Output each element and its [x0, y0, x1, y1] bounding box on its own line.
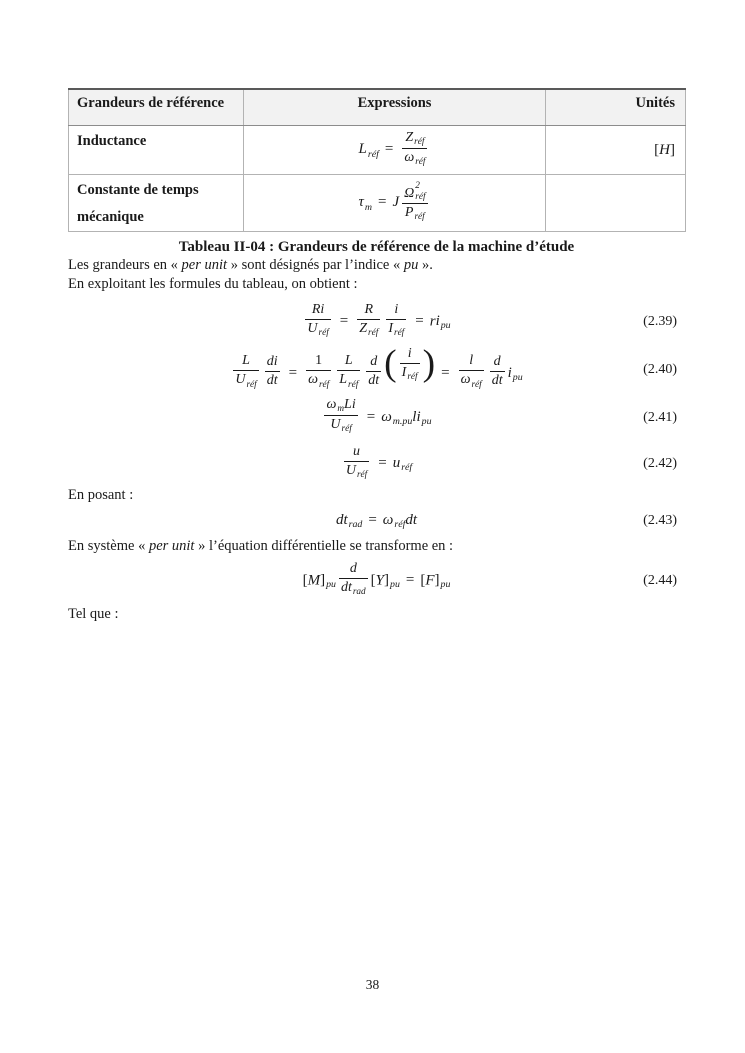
- equation-row-2-39: [68, 298, 685, 345]
- formula-inductance: $L_{réf}$ = $\frac{Z_{réf}}{\omega_{réf}}$: [358, 129, 426, 166]
- equation-number-2-44: (2.44): [643, 572, 677, 588]
- page-number: 38: [365, 977, 380, 992]
- row-formula: [244, 175, 546, 232]
- paragraph-tel-que: Tel que :: [68, 606, 119, 622]
- row-unit: [546, 175, 686, 232]
- equation-formula-2-41: $\frac{\omega_mLi}{U_{réf}}$ = $\omega_{m.pu}li_{pu}$: [326, 397, 432, 434]
- row-name: Constante de temps mécanique: [69, 175, 244, 232]
- column-header-unites: Unités: [546, 89, 686, 126]
- equation-row-2-42: [68, 441, 685, 486]
- equation-row-2-44: [68, 556, 685, 605]
- paragraph-en-posant: En posant :: [68, 487, 134, 503]
- equation-number-2-43: (2.43): [643, 513, 677, 528]
- equation-formula-2-43: $dt_{rad} = \omega_{réf}dt$: [335, 511, 418, 531]
- row-formula: [244, 126, 546, 175]
- equation-row-2-43: [68, 505, 685, 537]
- paragraph-en-systeme: En système « per unit » l’équation différentielle se transforme en :: [68, 538, 454, 554]
- formula-constante-temps: $\tau_m = J$ Ω 2 réf $P_{réf}$: [358, 180, 426, 221]
- table-header-row: [69, 89, 686, 126]
- table-caption: Tableau II-04 : Grandeurs de référence de la machine d’étude: [178, 239, 575, 255]
- column-header-grandeurs: Grandeurs de référence: [69, 89, 244, 126]
- table-row-constante-temps: [69, 175, 686, 232]
- row-unit: [546, 126, 686, 175]
- paragraph-per-unit: Les grandeurs en « per unit » sont désignés par l’indice « pu ».: [68, 257, 433, 273]
- reference-table: [68, 88, 686, 232]
- equation-number-2-40: (2.40): [643, 361, 677, 377]
- equation-row-2-40: [68, 342, 685, 394]
- equation-formula-2-39: $\frac{Ri}{U_{réf}}$ = $\frac{R}{Z_{réf}}$ $\frac{i}{I_{réf}}$ = $ri_{pu}$: [307, 301, 451, 337]
- column-header-expressions: Expressions: [244, 89, 546, 126]
- paragraph-exploitant: En exploitant les formules du tableau, on obtient :: [68, 276, 358, 292]
- equation-number-2-39: (2.39): [643, 313, 677, 329]
- equation-formula-2-42: $\frac{u}{U_{réf}}$ = $u_{réf}$: [345, 443, 413, 479]
- unit-henry: [H]: [654, 141, 675, 158]
- row-name: Inductance: [69, 126, 244, 175]
- equation-number-2-42: (2.42): [643, 455, 677, 471]
- equation-formula-2-40: $\frac{L}{U_{réf}}$ $\frac{di}{dt}$ = $\frac{1}{\omega_{réf}}$ $\frac{L}{L_{réf}}$ $\frac{d}{dt}$ ( $\frac{i}{I_{réf}}$ ) = $\frac{l}{\omega_{réf}}$ $\frac{d}{dt}$ $i_{pu}$: [235, 342, 523, 389]
- table-row-inductance: [69, 126, 686, 175]
- page-content: [68, 88, 685, 624]
- equation-formula-2-44: $[M]_{pu}$ $\frac{d}{dt_{rad}}$ $[Y]_{pu} = [F]_{pu}$: [302, 560, 451, 596]
- equation-number-2-41: (2.41): [643, 409, 677, 425]
- equation-row-2-41: [68, 394, 685, 441]
